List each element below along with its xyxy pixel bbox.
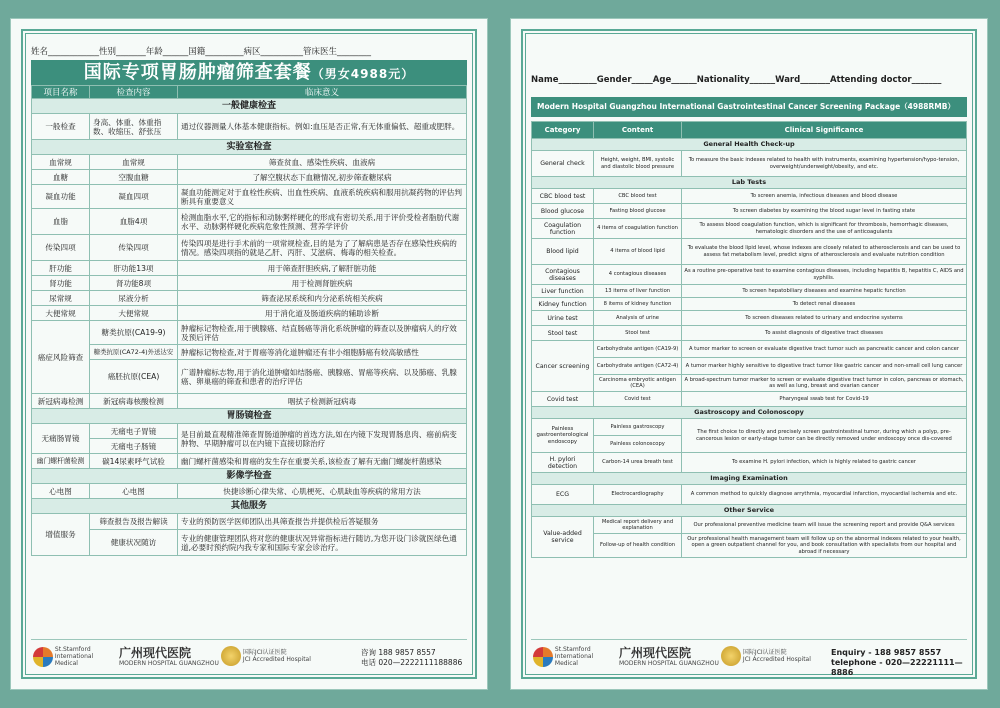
row-category: Liver function — [532, 285, 594, 298]
row-content: 凝血四项 — [90, 185, 178, 209]
phone-label: 电话 — [361, 658, 376, 667]
row-significance: A tumor marker highly sensitive to digestive tract tumor like gastric cancer and non-small cell lung cancer — [682, 358, 967, 375]
header-content: Content — [594, 122, 682, 139]
row-content: 碳14尿素呼气试验 — [90, 454, 178, 469]
section-lab: 实验室检查 — [32, 140, 467, 155]
row-meaning: 快捷诊断心律失常、心肌梗死、心肌缺血等疾病的常用方法 — [178, 484, 467, 499]
page-footer — [31, 639, 467, 675]
hospital-name-en: MODERN HOSPITAL GUANGZHOU — [619, 660, 719, 667]
row-significance: To screen anemia, infectious diseases and blood disease — [682, 189, 967, 204]
row-meaning: 传染四项是进行手术前的一项常规检查,目的是为了了解病患是否存在感染性疾病的情况。感染四项指的就是乙肝、丙肝、艾滋病、梅毒的相关检查。 — [178, 235, 467, 261]
stamford-logo — [533, 646, 605, 667]
stamford-name: St.Stamford International Medical — [54, 646, 94, 667]
row-content: 糖类抗原(CA19-9) — [90, 321, 178, 345]
row-meaning: 肿瘤标记物检查,用于胰腺癌、结直肠癌等消化系统肿瘤的筛查以及肿瘤病人的疗效及预后评估 — [178, 321, 467, 345]
row-meaning: 专业的预防医学医师团队出具筛查报告并提供检后答疑服务 — [178, 514, 467, 530]
row-content: 身高、体重、体重指数、收缩压、舒张压 — [90, 114, 178, 140]
row-name: 一般检查 — [32, 114, 90, 140]
hospital-name: 广州现代医院 — [119, 646, 192, 660]
row-category: Stool test — [532, 326, 594, 341]
header-significance: 临床意义 — [178, 86, 467, 99]
row-category: Kidney function — [532, 298, 594, 311]
row-content: Painless colonoscopy — [594, 436, 682, 453]
row-meaning: 凝血功能测定对于血栓性疾病、出血性疾病、血液系统疾病和服用抗凝药物的评估判断具有重要意义 — [178, 185, 467, 209]
row-name: 增值服务 — [32, 514, 90, 556]
row-significance: The first choice to directly and precisely screen gastrointestinal tumor, during which a polyp, pre-cancerous lesion or early-stage tumor can be directly removed under endoscopy once dis-covered — [682, 419, 967, 453]
row-category: Cancer screening — [532, 341, 594, 392]
row-name: 肾功能 — [32, 276, 90, 291]
jci-seal-icon — [721, 646, 741, 666]
hospital-name-en: MODERN HOSPITAL GUANGZHOU — [119, 660, 219, 667]
row-content: Carbon-14 urea breath test — [594, 453, 682, 473]
row-content: Electrocardiography — [594, 485, 682, 505]
jci-label: 国际JCI认证医院 — [742, 649, 787, 656]
row-significance: To detect renal diseases — [682, 298, 967, 311]
row-significance: Our professional health management team will follow up on the abnormal indexes related to your health, open a green outpatient channel for you, and book consultation with specialists from our hospital and abroad if necessary — [682, 534, 967, 558]
stamford-emblem-icon — [33, 647, 53, 667]
section-imaging: Imaging Examination — [532, 473, 967, 485]
row-content: Fasting blood glucose — [594, 204, 682, 219]
row-meaning: 筛查泌尿系统和内分泌系统相关疾病 — [178, 291, 467, 306]
row-content: 空腹血糖 — [90, 170, 178, 185]
row-content: Analysis of urine — [594, 311, 682, 326]
row-name: 传染四项 — [32, 235, 90, 261]
screening-table-zh — [31, 85, 467, 556]
contact-info — [361, 648, 462, 668]
row-meaning: 用于筛查肝胆疾病,了解肝脏功能 — [178, 261, 467, 276]
jci-label-en: JCI Accredited Hospital — [242, 656, 311, 663]
row-meaning: 了解空腹状态下血糖情况,初步筛查糖尿病 — [178, 170, 467, 185]
row-name: 血糖 — [32, 170, 90, 185]
row-content: 4 items of blood lipid — [594, 239, 682, 265]
header-content: 检查内容 — [90, 86, 178, 99]
row-content: 肝功能13项 — [90, 261, 178, 276]
english-page — [510, 18, 988, 690]
row-meaning: 检测血脂水平,它的指标和动脉粥样硬化的形成有密切关系,用于评价受检者脂肪代谢水平、动脉粥样硬化疾病危象性预测、营养学评价 — [178, 209, 467, 235]
row-content: 大便常规 — [90, 306, 178, 321]
row-content: 4 items of coagulation function — [594, 219, 682, 239]
row-name: 血常规 — [32, 155, 90, 170]
row-content: Covid test — [594, 392, 682, 407]
section-endoscopy: 胃肠镜检查 — [32, 409, 467, 424]
row-name: 凝血功能 — [32, 185, 90, 209]
row-name: 尿常规 — [32, 291, 90, 306]
row-name: 无痛肠胃镜 — [32, 424, 90, 454]
patient-info-line: Name_________Gender_____Age______Nationality______Ward_______Attending doctor_______ — [531, 75, 942, 85]
row-name: 大便常规 — [32, 306, 90, 321]
row-name: 新冠病毒检测 — [32, 394, 90, 409]
jci-logo — [221, 646, 311, 666]
row-content: 癌胚抗原(CEA) — [90, 360, 178, 394]
row-significance: To assist diagnosis of digestive tract diseases — [682, 326, 967, 341]
package-title: Modern Hospital Guangzhou International Gastrointestinal Cancer Screening Package（4988RMB） — [531, 97, 967, 117]
row-name: 心电图 — [32, 484, 90, 499]
row-content: 无痛电子胃镜 — [90, 424, 178, 439]
chinese-content — [31, 45, 467, 673]
row-content: Carcinoma embryotic antigen (CEA) — [594, 375, 682, 392]
row-meaning: 筛查贫血、感染性疾病、血液病 — [178, 155, 467, 170]
row-content: 血常规 — [90, 155, 178, 170]
row-content: Painless gastroscopy — [594, 419, 682, 436]
row-content: 4 contagious diseases — [594, 265, 682, 285]
jci-label: 国际JCI认证医院 — [242, 649, 287, 656]
page-footer — [531, 639, 967, 675]
section-other: 其他服务 — [32, 499, 467, 514]
row-category: Covid test — [532, 392, 594, 407]
row-category: Painless gastroenterological endoscopy — [532, 419, 594, 453]
row-category: Coagulation function — [532, 219, 594, 239]
row-content: 血脂4项 — [90, 209, 178, 235]
row-content: Height, weight, BMI, systolic and diastolic blood pressure — [594, 151, 682, 177]
row-meaning: 用于检测肾脏疾病 — [178, 276, 467, 291]
row-content: 糖类抗原(CA72-4)外送达安 — [90, 345, 178, 360]
chinese-page — [10, 18, 488, 690]
enquiry-number[interactable]: Enquiry - 188 9857 8557 — [831, 648, 942, 657]
row-name: 幽门螺杆菌检测 — [32, 454, 90, 469]
row-category: Urine test — [532, 311, 594, 326]
jci-seal-icon — [221, 646, 241, 666]
row-content: 13 items of liver function — [594, 285, 682, 298]
row-significance: To screen diabetes by examining the blood sugar level in fasting state — [682, 204, 967, 219]
section-imaging: 影像学检查 — [32, 469, 467, 484]
english-content — [531, 75, 967, 673]
jci-logo — [721, 646, 811, 666]
row-meaning: 用于消化道及肠道疾病的辅助诊断 — [178, 306, 467, 321]
row-significance: A broad-spectrum tumor marker to screen or evaluate digestive tract tumor in colon, pancreas or stomach, as well as lung, breast and ovarian cancer — [682, 375, 967, 392]
row-content: Follow-up of health condition — [594, 534, 682, 558]
row-significance: To measure the basic indexes related to health with instruments, examining hypertension/hypo-tension, overweight/underweight/obesity, and etc. — [682, 151, 967, 177]
section-endoscopy: Gastroscopy and Colonoscopy — [532, 407, 967, 419]
package-title-text: 国际专项胃肠肿瘤筛查套餐 — [83, 62, 312, 83]
row-content: 传染四项 — [90, 235, 178, 261]
row-significance: To screen hepatobiliary diseases and examine hepatic function — [682, 285, 967, 298]
screening-table-en — [531, 121, 967, 558]
row-significance: To examine H. pylori infection, which is highly related to gastric cancer — [682, 453, 967, 473]
stamford-emblem-icon — [533, 647, 553, 667]
row-meaning: 广谱肿瘤标志物,用于消化道肿瘤如结肠癌、胰腺癌、胃癌等疾病、以及肺癌、乳腺癌、卵巢癌的筛查和患者的治疗评估 — [178, 360, 467, 394]
jci-label-en: JCI Accredited Hospital — [742, 656, 811, 663]
header-item-name: 项目名称 — [32, 86, 90, 99]
row-content: Medical report delivery and explanation — [594, 517, 682, 534]
stamford-logo — [33, 646, 105, 667]
row-significance: As a routine pre-operative test to examine contagious diseases, including hepatitis B, hepatitis C, AIDS and syphilis. — [682, 265, 967, 285]
hospital-name: 广州现代医院 — [619, 646, 692, 660]
row-significance: A tumor marker to screen or evaluate digestive tract tumor such as pancreatic cancer and colon cancer — [682, 341, 967, 358]
hospital-logo — [119, 646, 219, 667]
row-name: 癌症风险筛查 — [32, 321, 90, 394]
stamford-name: St.Stamford International Medical — [554, 646, 594, 667]
row-name: 肝功能 — [32, 261, 90, 276]
row-name: 血脂 — [32, 209, 90, 235]
row-content: 新冠病毒核酸检测 — [90, 394, 178, 409]
row-content: 筛查报告及报告解读 — [90, 514, 178, 530]
row-significance: A common method to quickly diagnose arrythmia, myocardial infarction, myocardial ischemia and etc. — [682, 485, 967, 505]
row-category: CBC blood test — [532, 189, 594, 204]
row-significance: Our professional preventive medicine team will issue the screening report and provide Q&A services — [682, 517, 967, 534]
row-significance: To evaluate the blood lipid level, whose indexes are closely related to atherosclerosis and can be used to assess fat metabolism level, predict signs of atherosclerosis and evaluate nutrition condition — [682, 239, 967, 265]
row-category: General check — [532, 151, 594, 177]
consult-number[interactable]: 188 9857 8557 — [378, 648, 436, 657]
section-lab: Lab Tests — [532, 177, 967, 189]
row-content: 心电图 — [90, 484, 178, 499]
row-meaning: 通过仪器测量人体基本健康指标。例如:血压是否正常,有无体重偏低、超重或肥胖。 — [178, 114, 467, 140]
row-category: H. pylori detection — [532, 453, 594, 473]
package-price: （男女4988元） — [311, 67, 415, 81]
section-other: Other Service — [532, 505, 967, 517]
section-general: General Health Check-up — [532, 139, 967, 151]
row-category: Contagious diseases — [532, 265, 594, 285]
patient-info-line: 姓名____________性别_______年龄______国籍_________病区__________管床医生________ — [31, 47, 372, 57]
telephone-number[interactable]: telephone - 020—22221111—8886 — [831, 658, 963, 677]
row-meaning: 幽门螺杆菌感染和胃癌的发生存在重要关系,该检查了解有无幽门螺旋杆菌感染 — [178, 454, 467, 469]
row-category: Value-added service — [532, 517, 594, 558]
row-category: Blood lipid — [532, 239, 594, 265]
hospital-logo — [619, 646, 719, 667]
row-significance: Pharyngeal swab test for Covid-19 — [682, 392, 967, 407]
contact-info — [831, 648, 967, 678]
row-meaning: 咽拭子检测新冠病毒 — [178, 394, 467, 409]
row-content: Carbohydrate antigen (CA72-4) — [594, 358, 682, 375]
package-title — [31, 60, 467, 85]
header-significance: Clinical Significance — [682, 122, 967, 139]
row-content: Carbohydrate antigen (CA19-9) — [594, 341, 682, 358]
consult-label: 咨询 — [361, 648, 376, 657]
row-content: 尿液分析 — [90, 291, 178, 306]
row-significance: To screen diseases related to urinary and endocrine systems — [682, 311, 967, 326]
row-meaning: 肿瘤标记物检查,对于胃癌等消化道肿瘤还有非小细胞肺癌有较高敏感性 — [178, 345, 467, 360]
row-content: 肾功能8项 — [90, 276, 178, 291]
row-content: Stool test — [594, 326, 682, 341]
row-meaning: 是目前最直观精准筛查胃肠道肿瘤的首选方法,如在内镜下发现胃肠息肉、癌前病变肿物、早期肿瘤可以在内镜下直接切除治疗 — [178, 424, 467, 454]
row-content: 无痛电子肠镜 — [90, 439, 178, 454]
row-category: Blood glucose — [532, 204, 594, 219]
row-content: 8 items of kidney function — [594, 298, 682, 311]
header-category: Category — [532, 122, 594, 139]
row-meaning: 专业的健康管理团队将对您的健康状况异常指标进行随访,为您开设门诊就医绿色通道,必要时预约院内我专家和国际专家会诊治疗。 — [178, 530, 467, 556]
row-category: ECG — [532, 485, 594, 505]
row-significance: To assess blood coagulation function, which is significant for thrombosis, hemorrhagic diseases, hematologic disorders and the use of anticoagulants — [682, 219, 967, 239]
row-content: CBC blood test — [594, 189, 682, 204]
row-content: 健康状况随访 — [90, 530, 178, 556]
phone-number[interactable]: 020—22221111​88886 — [378, 658, 463, 667]
section-general: 一般健康检查 — [32, 99, 467, 114]
